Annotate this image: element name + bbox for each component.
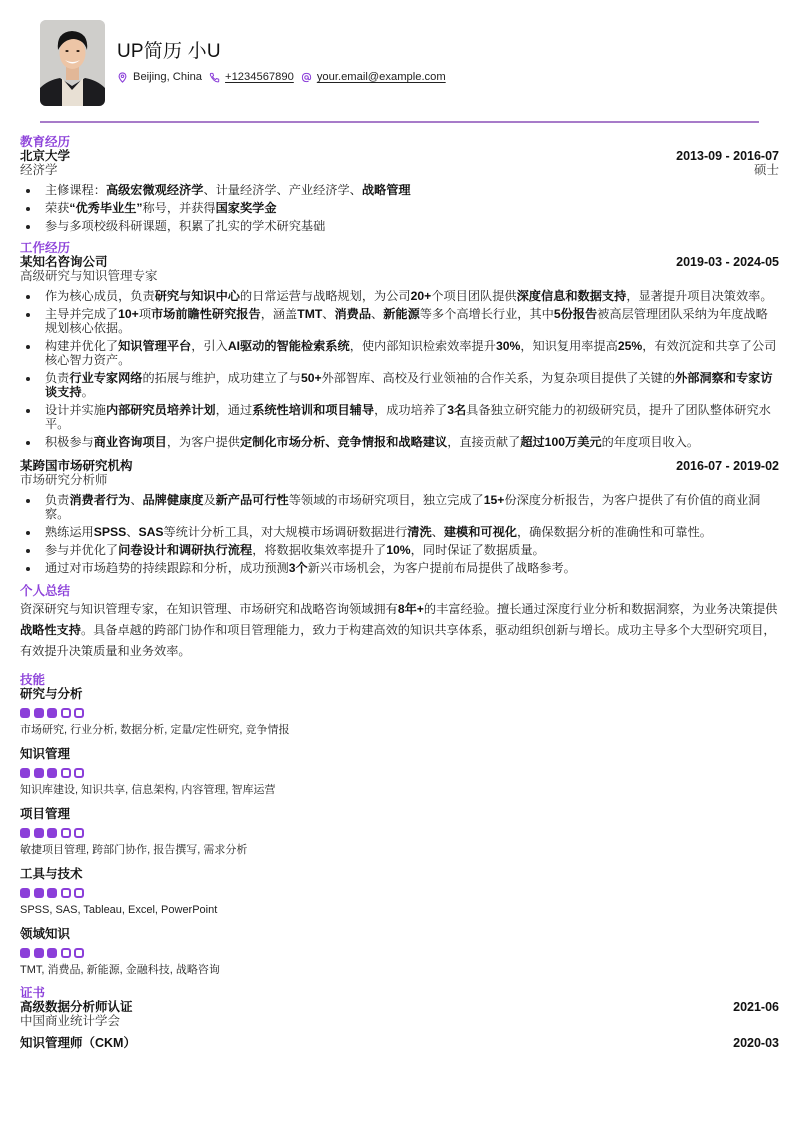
text-run: 称号，并获得 <box>142 201 216 215</box>
bullet-item <box>20 403 779 431</box>
bullet-item <box>20 183 779 197</box>
text-run: 、 <box>322 307 335 321</box>
level-filled-icon <box>20 828 30 838</box>
emphasis-text: “优秀毕业生” <box>69 201 143 215</box>
emphasis-text: SAS <box>138 525 164 539</box>
text-run: 、计量经济学、产业经济学、 <box>203 183 362 197</box>
text-run: 设计并实施 <box>45 403 106 417</box>
emphasis-text: 战略管理 <box>361 183 411 197</box>
skill-keywords: 敏捷项目管理, 跨部门协作, 报告撰写, 需求分析 <box>20 844 248 856</box>
text-run: 具备独立研究能力的初级研究员，提升了团队整体研究水平。 <box>45 403 771 431</box>
skill-level-indicator <box>20 828 779 838</box>
text-run: 等统计分析工具，对大规模市场调研数据进行 <box>163 525 408 539</box>
emphasis-text: 系统性培训和项目辅导 <box>252 403 375 417</box>
level-empty-icon <box>74 888 84 898</box>
certificate-entry <box>20 1036 779 1050</box>
certificate-date: 2021-06 <box>733 1000 779 1014</box>
emphasis-text: 15+ <box>483 493 505 507</box>
education-bullets <box>20 183 779 233</box>
level-empty-icon <box>61 708 71 718</box>
text-run: ，使内部知识检索效率提升 <box>349 339 496 353</box>
skill-level-indicator <box>20 888 779 898</box>
text-run: 构建并优化了 <box>45 339 119 353</box>
bullet-item <box>20 561 779 575</box>
work-bullets <box>20 289 779 449</box>
text-run: 作为核心成员，负责 <box>45 289 155 303</box>
emphasis-text: 25% <box>617 339 643 353</box>
bullet-item <box>20 289 779 303</box>
bullet-item <box>20 525 779 539</box>
level-filled-icon <box>20 708 30 718</box>
text-run: ，成功培养了 <box>374 403 448 417</box>
text-run: 外部智库、高校及行业领袖的合作关系，为复杂项目提供了关键的 <box>321 371 676 385</box>
contact-location <box>117 70 202 85</box>
bullet-item <box>20 339 779 367</box>
text-run: 熟练运用 <box>45 525 94 539</box>
level-empty-icon <box>74 828 84 838</box>
text-run: 被高层管理团队采纳为年度战略规划核心依据。 <box>45 307 768 335</box>
phone-icon <box>209 72 220 83</box>
emphasis-text: AI驱动的智能检索系统 <box>227 339 350 353</box>
text-run: ，确保数据分析的准确性和可靠性。 <box>516 525 712 539</box>
emphasis-text: 深度信息和数据支持 <box>516 289 627 303</box>
level-filled-icon <box>47 708 57 718</box>
text-run: 参与并优化了 <box>45 543 119 557</box>
text-run: 新兴市场机会，为客户提前布局提供了战略参考。 <box>307 561 576 575</box>
skill-item <box>20 687 779 737</box>
text-run: ，为客户提供 <box>166 435 240 449</box>
emphasis-text: 研究与知识中心 <box>154 289 240 303</box>
text-run: 参与多项校级科研课题，积累了扎实的学术研究基础 <box>45 219 326 233</box>
text-run: 主修课程： <box>45 183 106 197</box>
emphasis-text: 5份报告 <box>553 307 598 321</box>
major: 经济学 <box>20 163 58 177</box>
skill-keywords: 市场研究, 行业分析, 数据分析, 定量/定性研究, 竞争情报 <box>20 724 290 736</box>
emphasis-text: 8年+ <box>397 602 424 616</box>
emphasis-text: 消费者行为 <box>69 493 131 507</box>
skill-keywords: TMT, 消费品, 新能源, 金融科技, 战略咨询 <box>20 964 220 976</box>
text-run: ，通过 <box>215 403 253 417</box>
emphasis-text: 建模和可视化 <box>443 525 517 539</box>
emphasis-text: TMT <box>297 307 323 321</box>
work-dates: 2016-07 - 2019-02 <box>676 459 779 473</box>
bullet-item <box>20 219 779 233</box>
level-filled-icon <box>20 948 30 958</box>
skill-item <box>20 927 779 977</box>
level-filled-icon <box>47 828 57 838</box>
work-entry <box>20 255 779 449</box>
text-run: ，有效沉淀和共享了公司核心智力资产。 <box>45 339 777 367</box>
level-filled-icon <box>34 828 44 838</box>
contact-info <box>117 70 453 85</box>
emphasis-text: 20+ <box>410 289 432 303</box>
text-run: ，将数据收集效率提升了 <box>252 543 387 557</box>
text-run: ，知识复用率提高 <box>520 339 618 353</box>
emphasis-text: 新产品可行性 <box>215 493 289 507</box>
emphasis-text: 外部洞察和专家访谈支持 <box>45 371 773 399</box>
skill-item <box>20 807 779 857</box>
text-run: 、 <box>371 307 384 321</box>
skill-name: 领域知识 <box>20 927 71 941</box>
bullet-item <box>20 307 779 335</box>
level-empty-icon <box>74 768 84 778</box>
certificate-entry <box>20 1000 779 1029</box>
summary-section <box>20 584 779 662</box>
certificate-date: 2020-03 <box>733 1036 779 1050</box>
emphasis-text: 定制化市场分析、竞争情报和战略建议 <box>240 435 448 449</box>
level-filled-icon <box>47 888 57 898</box>
text-run: ，显著提升项目决策效率。 <box>626 289 773 303</box>
at-icon <box>301 72 312 83</box>
text-run: ，涵盖 <box>260 307 298 321</box>
work-dates: 2019-03 - 2024-05 <box>676 255 779 269</box>
emphasis-text: 10+ <box>118 307 139 321</box>
emphasis-text: 行业专家网络 <box>69 371 143 385</box>
education-dates: 2013-09 - 2016-07 <box>676 149 779 163</box>
summary-text <box>20 599 779 662</box>
text-run: 。 <box>81 385 94 399</box>
text-run: 、 <box>431 525 444 539</box>
text-run: 、 <box>126 525 139 539</box>
emphasis-text: 国家奖学金 <box>215 201 277 215</box>
level-empty-icon <box>61 888 71 898</box>
emphasis-text: 品牌健康度 <box>142 493 204 507</box>
bullet-item <box>20 435 779 449</box>
text-run: 项 <box>138 307 151 321</box>
skill-item <box>20 747 779 797</box>
text-run: 等领域的市场研究项目，独立完成了 <box>288 493 484 507</box>
text-run: 负责 <box>45 371 70 385</box>
emphasis-text: 内部研究员培养计划 <box>105 403 216 417</box>
profile-photo <box>40 20 105 106</box>
education-entry <box>20 149 779 233</box>
avatar-portrait-icon <box>40 20 105 106</box>
work-entry <box>20 459 779 575</box>
text-run: 个项目团队提供 <box>431 289 517 303</box>
emphasis-text: 高级宏微观经济学 <box>105 183 204 197</box>
skills-list <box>20 687 779 977</box>
skill-name: 知识管理 <box>20 747 71 761</box>
level-filled-icon <box>34 708 44 718</box>
emphasis-text: 清洗 <box>407 525 432 539</box>
school-name: 北京大学 <box>20 149 71 163</box>
emphasis-text: 50+ <box>300 371 322 385</box>
level-filled-icon <box>47 768 57 778</box>
certificate-name: 知识管理师（CKM） <box>20 1036 136 1050</box>
bullet-item <box>20 201 779 215</box>
text-run: 资深研究与知识管理专家，在知识管理、市场研究和战略咨询领域拥有 <box>20 602 398 616</box>
candidate-name: UP简历 小U <box>117 41 221 62</box>
skill-keywords: 知识库建设, 知识共享, 信息架构, 内容管理, 智库运营 <box>20 784 276 796</box>
emphasis-text: 30% <box>495 339 521 353</box>
location-text: Beijing, China <box>133 71 203 83</box>
job-role: 高级研究与知识管理专家 <box>20 269 158 283</box>
level-filled-icon <box>34 948 44 958</box>
section-title-summary: 个人总结 <box>20 584 71 598</box>
section-title-education: 教育经历 <box>20 135 71 149</box>
level-empty-icon <box>61 768 71 778</box>
emphasis-text: 超过100万美元 <box>520 435 602 449</box>
skill-name: 工具与技术 <box>20 867 83 881</box>
level-empty-icon <box>61 948 71 958</box>
emphasis-text: 10% <box>386 543 411 557</box>
text-run: ，直接贡献了 <box>447 435 521 449</box>
emphasis-text: 3个 <box>288 561 308 575</box>
certificate-issuer: 中国商业统计学会 <box>20 1014 121 1028</box>
section-title-skills: 技能 <box>20 673 46 687</box>
email-link[interactable]: your.email@example.com <box>316 71 446 83</box>
contact-email <box>301 70 446 85</box>
phone-link[interactable]: +1234567890 <box>225 71 294 83</box>
skill-item <box>20 867 779 917</box>
emphasis-text: SPSS <box>93 525 127 539</box>
text-run: 积极参与 <box>45 435 94 449</box>
work-section <box>20 241 779 575</box>
text-run: 份深度分析报告，为客户提供了有价值的商业洞察。 <box>45 493 761 521</box>
degree: 硕士 <box>753 163 779 177</box>
emphasis-text: 商业咨询项目 <box>93 435 167 449</box>
text-run: 。具备卓越的跨部门协作和项目管理能力，致力于构建高效的知识共享体系，驱动组织创新与增长。成功主导多个大型研究项目，有效提升决策质量和业务效率。 <box>20 623 776 658</box>
emphasis-text: 市场前瞻性研究报告 <box>151 307 261 321</box>
emphasis-text: 知识管理平台 <box>118 339 192 353</box>
text-run: 的日常运营与战略规划，为公司 <box>240 289 411 303</box>
text-run: ，同时保证了数据质量。 <box>410 543 545 557</box>
skill-name: 研究与分析 <box>20 687 83 701</box>
education-section <box>20 135 779 233</box>
emphasis-text: 消费品 <box>334 307 372 321</box>
level-filled-icon <box>20 768 30 778</box>
text-run: ，引入 <box>191 339 228 353</box>
work-bullets <box>20 493 779 575</box>
section-title-certificates: 证书 <box>20 986 46 1000</box>
text-run: 主导并完成了 <box>45 307 119 321</box>
text-run: 的拓展与维护，成功建立了与 <box>142 371 301 385</box>
level-filled-icon <box>47 948 57 958</box>
text-run: 的年度项目收入。 <box>601 435 700 449</box>
emphasis-text: 战略性支持 <box>20 623 81 637</box>
skill-level-indicator <box>20 768 779 778</box>
skill-keywords: SPSS, SAS, Tableau, Excel, PowerPoint <box>20 904 218 916</box>
section-title-work: 工作经历 <box>20 241 71 255</box>
emphasis-text: 3名 <box>447 403 467 417</box>
emphasis-text: 新能源 <box>383 307 420 321</box>
level-empty-icon <box>74 948 84 958</box>
text-run: 通过对市场趋势的持续跟踪和分析，成功预测 <box>45 561 289 575</box>
level-empty-icon <box>61 828 71 838</box>
text-run: 及 <box>203 493 216 507</box>
job-role: 市场研究分析师 <box>20 473 108 487</box>
company-name: 某跨国市场研究机构 <box>20 459 133 473</box>
contact-phone <box>209 70 294 85</box>
bullet-item <box>20 493 779 521</box>
skill-name: 项目管理 <box>20 807 71 821</box>
text-run: 负责 <box>45 493 70 507</box>
skill-level-indicator <box>20 708 779 718</box>
bullet-item <box>20 543 779 557</box>
text-run: 荣获 <box>45 201 70 215</box>
location-pin-icon <box>117 72 128 83</box>
skill-level-indicator <box>20 948 779 958</box>
header-divider <box>40 121 759 123</box>
text-run: 的丰富经验。擅长通过深度行业分析和数据洞察，为业务决策提供 <box>423 602 778 616</box>
company-name: 某知名咨询公司 <box>20 255 108 269</box>
level-filled-icon <box>20 888 30 898</box>
level-empty-icon <box>74 708 84 718</box>
resume-header <box>20 0 779 122</box>
text-run: 等多个高增长行业，其中 <box>419 307 554 321</box>
emphasis-text: 问卷设计和调研执行流程 <box>118 543 253 557</box>
bullet-item <box>20 371 779 399</box>
certificate-name: 高级数据分析师认证 <box>20 1000 133 1014</box>
certificates-section <box>20 986 779 1050</box>
skills-section <box>20 673 779 977</box>
level-filled-icon <box>34 888 44 898</box>
text-run: 、 <box>130 493 143 507</box>
level-filled-icon <box>34 768 44 778</box>
